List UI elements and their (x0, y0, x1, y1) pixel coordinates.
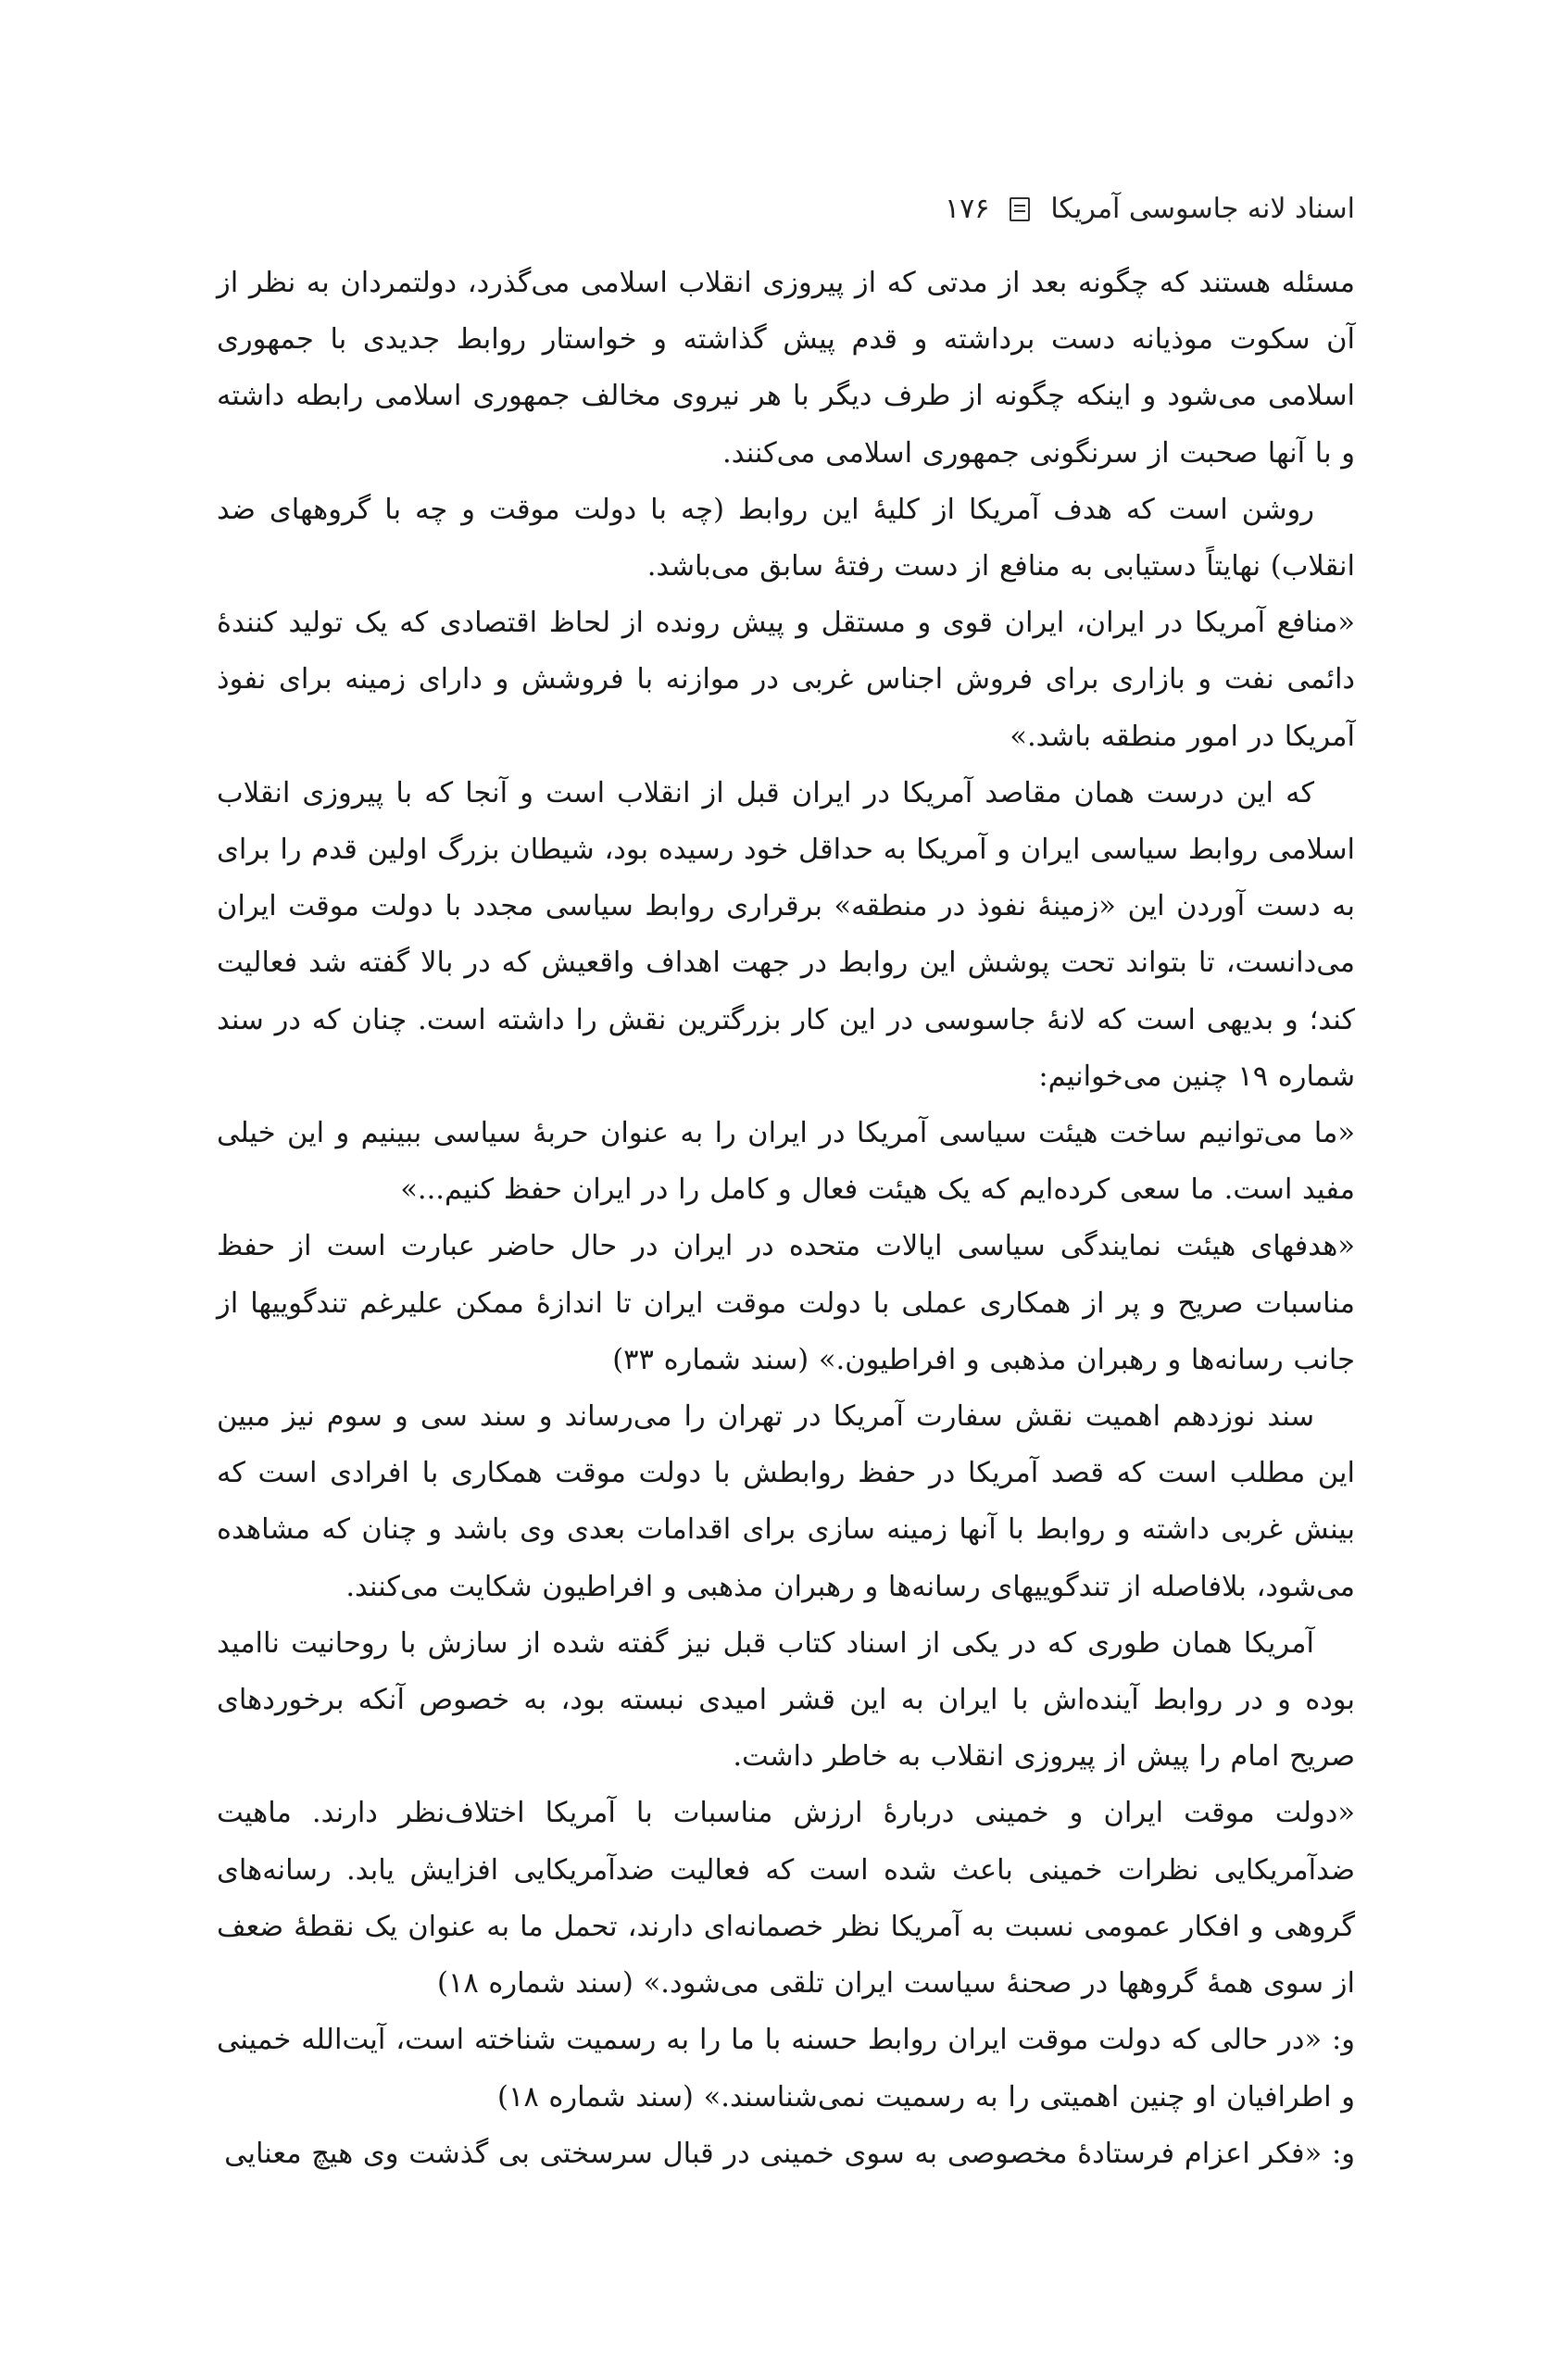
quote-paragraph: «منافع آمریکا در ایران، ایران قوی و مستقل و پیش رونده از لحاظ اقتصادی که یک تولید کنندهٔ دائمی نفت و بازاری برای فروش اجناس غربی در موازنه با فروشش و دارای زمینه برای نفوذ آمریکا در امور منطقه باشد.» (217, 607, 1355, 753)
book-title: اسناد لانه جاسوسی آمریکا (1050, 193, 1355, 225)
running-header (211, 183, 1355, 235)
paragraph: روشن است که هدف آمریکا از کلیهٔ این روابط (چه با دولت موقت و چه با گروههای ضد انقلاب) نهایتاً دستیابی به منافع از دست رفتهٔ سابق می‌باشد. (217, 493, 1355, 583)
document-icon (1010, 197, 1030, 221)
quote-paragraph: و: «در حالی که دولت موقت ایران روابط حسنه با ما را به رسمیت شناخته است، آیت‌الله خمینی و اطرافیان او چنین اهمیتی را به رسمیت نمی‌شناسند.» (سند شماره ۱۸) (217, 2024, 1355, 2114)
body-text (217, 255, 1355, 2182)
paragraph: مسئله هستند که چگونه بعد از مدتی که از پیروزی انقلاب اسلامی می‌گذرد، دولتمردان به نظر از آن سکوت موذیانه دست برداشته و قدم پیش گذاشته و خواستار روابط جدیدی با جمهوری اسلامی می‌شود و اینکه چگونه از طرف دیگر با هر نیروی مخالف جمهوری اسلامی رابطه داشته و با آنها صحبت از سرنگونی جمهوری اسلامی می‌کنند. (217, 267, 1355, 470)
quote-paragraph: «دولت موقت ایران و خمینی دربارهٔ ارزش مناسبات با آمریکا اختلاف‌نظر دارند. ماهیت ضدآمریکایی نظرات خمینی باعث شده است که فعالیت ضدآمریکایی افزایش یابد. رسانه‌های گروهی و افکار عمومی نسبت به آمریکا نظر خصمانه‌ای دارند، تحمل ما به عنوان یک نقطهٔ ضعف از سوی همهٔ گروهها در صحنهٔ سیاست ایران تلقی می‌شود.» (سند شماره ۱۸) (217, 1797, 1355, 2001)
quote-paragraph: و: «فکر اعزام فرستادهٔ مخصوصی به سوی خمینی در قبال سرسختی بی گذشت وی هیچ معنایی (224, 2137, 1355, 2170)
quote-paragraph: «ما می‌توانیم ساخت هیئت سیاسی آمریکا در ایران را به عنوان حربهٔ سیاسی ببینیم و این خیلی مفید است. ما سعی کرده‌ایم که یک هیئت فعال و کامل را در ایران حفظ کنیم...» (217, 1117, 1355, 1207)
quote-paragraph: «هدفهای هیئت نمایندگی سیاسی ایالات متحده در ایران در حال حاضر عبارت است از حفظ مناسبات صریح و پر از همکاری عملی با دولت موقت ایران تا اندازهٔ ممکن علیرغم تندگوییها از جانب رسانه‌ها و رهبران مذهبی و افراطیون.» (سند شماره ۳۳) (217, 1230, 1355, 1376)
page-number: ۱۷۶ (945, 193, 990, 225)
paragraph: که این درست همان مقاصد آمریکا در ایران قبل از انقلاب است و آنجا که با پیروزی انقلاب اسلامی روابط سیاسی ایران و آمریکا به حداقل خود رسیده بود، شیطان بزرگ اولین قدم را برای به دست آوردن این «زمینهٔ نفوذ در منطقه» برقراری روابط سیاسی مجدد با دولت موقت ایران می‌دانست، تا بتواند تحت پوشش این روابط در جهت اهداف واقعیش که در بالا گفته شد فعالیت کند؛ و بدیهی است که لانهٔ جاسوسی در این کار بزرگترین نقش را داشته است. چنان که در سند شماره ۱۹ چنین می‌خوانیم: (217, 776, 1355, 1093)
paragraph: آمریکا همان طوری که در یکی از اسناد کتاب قبل نیز گفته شده از سازش با روحانیت ناامید بوده و در روابط آینده‌اش با ایران به این قشر امیدی نبسته بود، به خصوص آنکه برخوردهای صریح امام را پیش از پیروزی انقلاب به خاطر داشت. (217, 1626, 1355, 1774)
paragraph: سند نوزدهم اهمیت نقش سفارت آمریکا در تهران را می‌رساند و سند سی و سوم نیز مبین این مطلب است که قصد آمریکا در حفظ روابطش با دولت موقت همکاری با افرادی است که بینش غربی داشته و روابط با آنها زمینه سازی برای اقدامات بعدی وی باشد و چنان که مشاهده می‌شود، بلافاصله از تندگوییهای رسانه‌ها و رهبران مذهبی و افراطیون شکایت می‌کنند. (217, 1400, 1355, 1603)
